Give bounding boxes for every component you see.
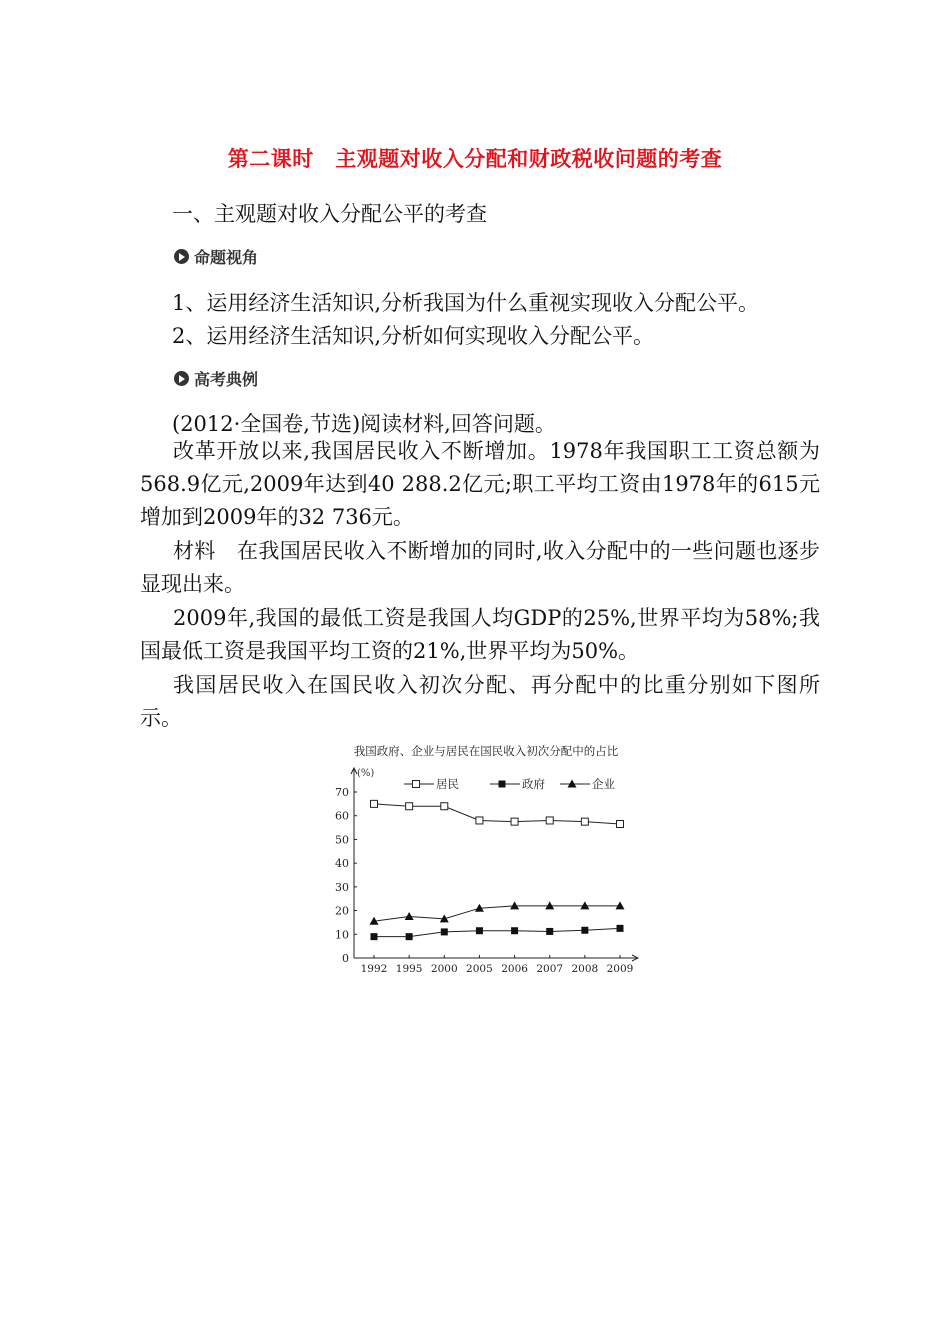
data-point: [580, 901, 589, 909]
legend-marker: [499, 781, 506, 788]
data-point: [476, 927, 483, 934]
y-tick-label: 70: [335, 786, 349, 799]
tag-exam-example: [174, 367, 258, 390]
y-tick-label: 20: [335, 904, 349, 918]
series-1: [371, 925, 624, 940]
y-tick-label: 50: [335, 833, 349, 847]
play-circle-icon: [174, 249, 189, 264]
data-point: [406, 933, 413, 940]
data-point: [546, 928, 553, 935]
legend-marker: [413, 781, 420, 788]
y-tick-label: 30: [335, 880, 349, 894]
data-point: [371, 800, 378, 807]
x-tick-label: 2008: [571, 963, 599, 975]
y-tick-label: 0: [342, 952, 349, 965]
x-tick-label: 1992: [360, 963, 388, 975]
x-tick-label: 2005: [466, 963, 493, 975]
data-point: [546, 817, 553, 824]
legend-label: 企业: [592, 777, 615, 791]
paragraph-1: 改革开放以来,我国居民收入不断增加。1978年我国职工工资总额为568.9亿元,2009年达到40 288.2亿元;职工平均工资由1978年的615元增加到2009年的32 736元。: [140, 439, 820, 529]
chart-title: 我国政府、企业与居民在国民收入初次分配中的占比: [353, 744, 619, 758]
data-point: [441, 803, 448, 810]
tag-proposition-angle: [174, 245, 258, 268]
y-axis-label: (%): [357, 768, 375, 779]
chart-series: [370, 800, 625, 940]
y-tick-label: 60: [335, 809, 349, 823]
data-point: [581, 818, 588, 825]
data-point: [511, 818, 518, 825]
x-tick-label: 1995: [395, 963, 423, 975]
question-item-2: 2、运用经济生活知识,分析如何实现收入分配公平。: [172, 324, 655, 348]
tag-label: 命题视角: [194, 248, 259, 267]
data-point: [616, 901, 625, 909]
data-point: [617, 821, 624, 828]
paragraph-4: 我国居民收入在国民收入初次分配、再分配中的比重分别如下图所示。: [140, 673, 820, 730]
data-point: [581, 927, 588, 934]
source-line: (2012·全国卷,节选)阅读材料,回答问题。: [172, 412, 556, 436]
question-item-1: 1、运用经济生活知识,分析我国为什么重视实现收入分配公平。: [172, 291, 760, 315]
x-tick-label: 2000: [430, 963, 458, 975]
play-circle-icon: [174, 371, 189, 386]
series-2: [370, 901, 625, 924]
page-title: 第二课时 主观题对收入分配和财政税收问题的考查: [227, 147, 723, 171]
chart-axes: [335, 768, 638, 975]
legend-item: [490, 777, 545, 791]
data-point: [406, 803, 413, 810]
y-tick-label: 10: [335, 928, 349, 942]
x-tick-label: 2009: [606, 963, 634, 975]
y-tick-label: 40: [335, 857, 349, 871]
data-point: [476, 817, 483, 824]
paragraph-3: 2009年,我国的最低工资是我国人均GDP的25%,世界平均为58%;我国最低工资是我国平均工资的21%,世界平均为50%。: [140, 606, 820, 663]
data-point: [617, 925, 624, 932]
x-tick-label: 2006: [501, 963, 528, 975]
data-point: [545, 901, 554, 909]
data-point: [510, 901, 519, 909]
data-point: [511, 927, 518, 934]
legend-label: 政府: [522, 777, 545, 791]
chart-legend: [404, 777, 615, 791]
data-point: [405, 912, 414, 920]
series-0: [371, 800, 624, 827]
legend-item: [404, 777, 459, 791]
legend-label: 居民: [436, 777, 459, 791]
data-point: [371, 933, 378, 940]
legend-item: [560, 777, 615, 791]
data-point: [441, 928, 448, 935]
section-heading: 一、主观题对收入分配公平的考查: [172, 202, 487, 226]
tag-label: 高考典例: [194, 370, 259, 389]
x-tick-label: 2007: [536, 963, 564, 975]
income-share-chart: [320, 740, 660, 980]
paragraph-2: 材料 在我国居民收入不断增加的同时,收入分配中的一些问题也逐步显现出来。: [140, 539, 820, 596]
